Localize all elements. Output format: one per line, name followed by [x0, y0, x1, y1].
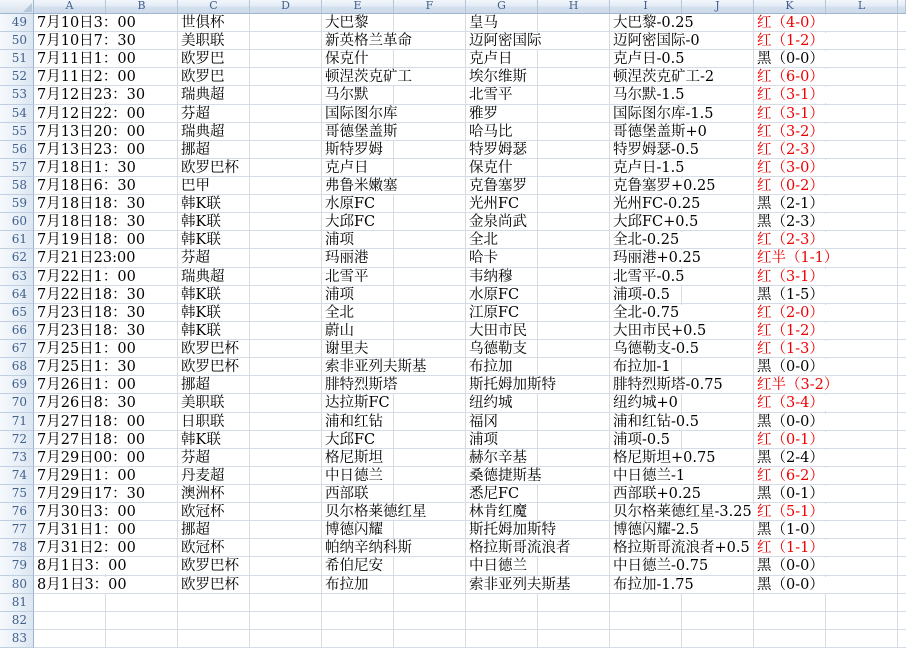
row-header[interactable]: 79: [0, 557, 34, 575]
cell-date[interactable]: 7月11日2：00: [35, 69, 139, 85]
cell-date[interactable]: 7月26日8：30: [35, 395, 139, 411]
cell-result[interactable]: 红（1-1）: [755, 540, 827, 556]
row-header[interactable]: 59: [0, 195, 34, 213]
column-header-C[interactable]: C: [178, 0, 250, 14]
cell-result[interactable]: 红（1-2）: [755, 323, 827, 339]
row-header[interactable]: 68: [0, 358, 34, 376]
cell-away-team[interactable]: 水原FC: [467, 287, 522, 303]
cell-date[interactable]: 7月26日1：00: [35, 377, 139, 393]
cell-home-team[interactable]: 保克什: [323, 51, 372, 67]
cell-league[interactable]: 芬超: [179, 106, 213, 122]
cell-result[interactable]: 红（2-0）: [755, 305, 827, 321]
row-header[interactable]: 58: [0, 177, 34, 195]
cell-away-team[interactable]: 乌德勒支: [467, 341, 530, 357]
cell-handicap-pick[interactable]: 乌德勒支-0.5: [611, 341, 702, 357]
gridline-horizontal: [34, 303, 906, 304]
cell-away-team[interactable]: 光州FC: [467, 196, 522, 212]
cell-away-team[interactable]: 林肯红魔: [467, 504, 530, 520]
column-header-L[interactable]: L: [826, 0, 898, 14]
cell-date[interactable]: 7月31日2：00: [35, 540, 139, 556]
row-header[interactable]: 72: [0, 431, 34, 449]
cell-handicap-pick[interactable]: 玛丽港+0.25: [611, 250, 704, 266]
cell-home-team[interactable]: 浦项: [323, 287, 357, 303]
cell-date[interactable]: 7月29日1：00: [35, 468, 139, 484]
gridline-vertical: [177, 14, 178, 648]
column-header-D[interactable]: D: [250, 0, 322, 14]
cell-result[interactable]: 红（4-0）: [755, 15, 827, 31]
cell-result[interactable]: 红（1-2）: [755, 33, 827, 49]
cell-away-team[interactable]: 桑德捷斯基: [467, 468, 545, 484]
cell-handicap-pick[interactable]: 大巴黎-0.25: [611, 15, 697, 31]
gridline-horizontal: [34, 267, 906, 268]
gridline-horizontal: [34, 611, 906, 612]
row-header[interactable]: 82: [0, 612, 34, 630]
cell-league[interactable]: 瑞典超: [179, 269, 228, 285]
cell-date[interactable]: 7月29日00：00: [35, 450, 148, 466]
row-header[interactable]: 63: [0, 268, 34, 286]
cell-handicap-pick[interactable]: 大田市民+0.5: [611, 323, 709, 339]
cell-away-team[interactable]: 纽约城: [467, 395, 516, 411]
cell-date[interactable]: 7月25日1：30: [35, 359, 139, 375]
cell-result[interactable]: 红（3-1）: [755, 106, 827, 122]
gridline-horizontal: [34, 321, 906, 322]
cell-home-team[interactable]: 贝尔格莱德红星: [323, 504, 430, 520]
cell-league[interactable]: 欧冠杯: [179, 540, 228, 556]
cell-home-team[interactable]: 水原FC: [323, 196, 378, 212]
row-header[interactable]: 80: [0, 576, 34, 594]
cell-handicap-pick[interactable]: 贝尔格莱德红星-3.25: [611, 504, 755, 520]
cell-date[interactable]: 7月12日22：00: [35, 106, 148, 122]
cell-date[interactable]: 7月10日3：00: [35, 15, 139, 31]
cell-result[interactable]: 红（0-1）: [755, 432, 827, 448]
cell-home-team[interactable]: 浦项: [323, 232, 357, 248]
cell-handicap-pick[interactable]: 中日德兰-0.75: [611, 558, 711, 574]
column-header-K[interactable]: K: [754, 0, 826, 14]
cell-away-team[interactable]: 埃尔维斯: [467, 69, 530, 85]
cell-league[interactable]: 澳洲杯: [179, 486, 228, 502]
row-header[interactable]: 51: [0, 50, 34, 68]
cell-result[interactable]: 黑（0-0）: [755, 51, 827, 67]
cell-handicap-pick[interactable]: 布拉加-1.75: [611, 577, 697, 593]
column-header-A[interactable]: A: [34, 0, 106, 14]
cell-league[interactable]: 欧罗巴杯: [179, 160, 242, 176]
row-header[interactable]: 77: [0, 521, 34, 539]
gridline-vertical: [609, 14, 610, 648]
cell-league[interactable]: 韩K联: [179, 305, 224, 321]
cell-away-team[interactable]: 北雪平: [467, 87, 516, 103]
cell-home-team[interactable]: 腓特烈斯塔: [323, 377, 401, 393]
cell-result[interactable]: 黑（0-0）: [755, 359, 827, 375]
cell-league[interactable]: 挪超: [179, 522, 213, 538]
cell-away-team[interactable]: 金泉尚武: [467, 214, 530, 230]
cell-league[interactable]: 瑞典超: [179, 87, 228, 103]
cell-league[interactable]: 韩K联: [179, 196, 224, 212]
gridline-vertical: [897, 14, 898, 648]
cell-league[interactable]: 欧罗巴杯: [179, 359, 242, 375]
cell-date[interactable]: 8月1日3：00: [35, 577, 130, 593]
cell-date[interactable]: 7月18日6：30: [35, 178, 139, 194]
cell-away-team[interactable]: 特罗姆瑟: [467, 142, 530, 158]
cell-league[interactable]: 韩K联: [179, 432, 224, 448]
cell-home-team[interactable]: 希伯尼安: [323, 558, 386, 574]
cell-handicap-pick[interactable]: 特罗姆瑟-0.5: [611, 142, 702, 158]
gridline-vertical: [321, 14, 322, 648]
gridline-horizontal: [34, 629, 906, 630]
cell-away-team[interactable]: 雅罗: [467, 106, 501, 122]
cell-date[interactable]: 7月27日18：00: [35, 414, 148, 430]
cell-handicap-pick[interactable]: 布拉加-1: [611, 359, 674, 375]
cell-league[interactable]: 日职联: [179, 414, 228, 430]
cell-handicap-pick[interactable]: 博德闪耀-2.5: [611, 522, 702, 538]
cell-date[interactable]: 7月19日18：00: [35, 232, 148, 248]
cell-home-team[interactable]: 大邱FC: [323, 214, 378, 230]
cell-result[interactable]: 黑（2-3）: [755, 214, 827, 230]
gridline-horizontal: [34, 502, 906, 503]
row-header[interactable]: 76: [0, 503, 34, 521]
cell-date[interactable]: 7月13日23：00: [35, 142, 148, 158]
cell-away-team[interactable]: 斯托姆加斯特: [467, 522, 559, 538]
cell-handicap-pick[interactable]: 克卢日-1.5: [611, 160, 687, 176]
cell-home-team[interactable]: 新英格兰革命: [323, 33, 415, 49]
row-header[interactable]: 66: [0, 322, 34, 340]
cell-date[interactable]: 7月23日18：30: [35, 323, 148, 339]
cell-home-team[interactable]: 中日德兰: [323, 468, 386, 484]
cell-away-team[interactable]: 布拉加: [467, 359, 516, 375]
cell-handicap-pick[interactable]: 迈阿密国际-0: [611, 33, 703, 49]
cell-away-team[interactable]: 哈马比: [467, 124, 516, 140]
cell-result[interactable]: 红（0-2）: [755, 178, 827, 194]
cell-date[interactable]: 8月1日3：00: [35, 558, 130, 574]
cell-home-team[interactable]: 蔚山: [323, 323, 357, 339]
row-header[interactable]: 81: [0, 594, 34, 612]
cell-league[interactable]: 芬超: [179, 250, 213, 266]
cell-away-team[interactable]: 斯托姆加斯特: [467, 377, 559, 393]
cell-home-team[interactable]: 全北: [323, 305, 357, 321]
cell-away-team[interactable]: 浦项: [467, 432, 501, 448]
cell-home-team[interactable]: 顿涅茨克矿工: [323, 69, 415, 85]
cell-league[interactable]: 韩K联: [179, 323, 224, 339]
row-header[interactable]: 74: [0, 467, 34, 485]
cell-handicap-pick[interactable]: 腓特烈斯塔-0.75: [611, 377, 726, 393]
cell-handicap-pick[interactable]: 国际图尔库-1.5: [611, 106, 716, 122]
cell-handicap-pick[interactable]: 浦和红钻-0.5: [611, 414, 702, 430]
gridline-horizontal: [34, 484, 906, 485]
cell-result[interactable]: 黑（1-5）: [755, 287, 827, 303]
cell-league[interactable]: 世俱杯: [179, 15, 228, 31]
gridline-horizontal: [34, 448, 906, 449]
cell-date[interactable]: 7月13日20：00: [35, 124, 148, 140]
cell-away-team[interactable]: 中日德兰: [467, 558, 530, 574]
row-header[interactable]: 64: [0, 286, 34, 304]
cell-result[interactable]: 黑（2-4）: [755, 450, 827, 466]
gridline-vertical: [249, 14, 250, 648]
cell-handicap-pick[interactable]: 顿涅茨克矿工-2: [611, 69, 717, 85]
cell-away-team[interactable]: 江原FC: [467, 305, 522, 321]
gridline-horizontal: [34, 194, 906, 195]
gridline-horizontal: [34, 176, 906, 177]
column-header-B[interactable]: B: [106, 0, 178, 14]
cell-handicap-pick[interactable]: 马尔默-1.5: [611, 87, 687, 103]
cell-date[interactable]: 7月30日3：00: [35, 504, 139, 520]
cell-home-team[interactable]: 北雪平: [323, 269, 372, 285]
cell-league[interactable]: 巴甲: [179, 178, 213, 194]
cell-date[interactable]: 7月31日1：00: [35, 522, 139, 538]
cell-handicap-pick[interactable]: 北雪平-0.5: [611, 269, 687, 285]
cell-handicap-pick[interactable]: 浦项-0.5: [611, 287, 673, 303]
cell-handicap-pick[interactable]: 全北-0.75: [611, 305, 682, 321]
cell-home-team[interactable]: 帕纳辛纳科斯: [323, 540, 415, 556]
cell-home-team[interactable]: 布拉加: [323, 577, 372, 593]
cell-date[interactable]: 7月22日18：30: [35, 287, 148, 303]
column-header-H[interactable]: H: [538, 0, 610, 14]
gridline-horizontal: [34, 158, 906, 159]
cell-date[interactable]: 7月25日1：00: [35, 341, 139, 357]
gridline-horizontal: [34, 466, 906, 467]
cell-league[interactable]: 韩K联: [179, 232, 224, 248]
cell-handicap-pick[interactable]: 西部联+0.25: [611, 486, 704, 502]
cell-home-team[interactable]: 西部联: [323, 486, 372, 502]
cell-result[interactable]: 黑（0-0）: [755, 558, 827, 574]
cell-away-team[interactable]: 格拉斯哥流浪者: [467, 540, 574, 556]
cell-away-team[interactable]: 保克什: [467, 160, 516, 176]
cell-result[interactable]: 红（1-3）: [755, 341, 827, 357]
cell-handicap-pick[interactable]: 纽约城+0: [611, 395, 681, 411]
cell-home-team[interactable]: 格尼斯坦: [323, 450, 386, 466]
cell-away-team[interactable]: 大田市民: [467, 323, 530, 339]
cell-away-team[interactable]: 索非亚列夫斯基: [467, 577, 574, 593]
cell-result[interactable]: 红（2-3）: [755, 232, 827, 248]
cell-result[interactable]: 红半（3-2）: [755, 377, 841, 393]
cell-away-team[interactable]: 福冈: [467, 414, 501, 430]
column-header-E[interactable]: E: [322, 0, 394, 14]
cell-league[interactable]: 欧罗巴杯: [179, 341, 242, 357]
row-header[interactable]: 69: [0, 376, 34, 394]
row-header[interactable]: 52: [0, 68, 34, 86]
column-header-sliver: [898, 0, 906, 14]
cell-result[interactable]: 红半（1-1）: [755, 250, 841, 266]
cell-away-team[interactable]: 皇马: [467, 15, 501, 31]
column-header-G[interactable]: G: [466, 0, 538, 14]
gridline-horizontal: [34, 140, 906, 141]
cell-away-team[interactable]: 韦纳穆: [467, 269, 516, 285]
row-header[interactable]: 75: [0, 485, 34, 503]
cell-away-team[interactable]: 迈阿密国际: [467, 33, 545, 49]
cell-league[interactable]: 挪超: [179, 142, 213, 158]
row-header[interactable]: 62: [0, 249, 34, 267]
cell-date[interactable]: 7月10日7：30: [35, 33, 139, 49]
cell-home-team[interactable]: 博德闪耀: [323, 522, 386, 538]
cell-home-team[interactable]: 斯特罗姆: [323, 142, 386, 158]
gridline-horizontal: [34, 357, 906, 358]
gridline-horizontal: [34, 430, 906, 431]
row-header[interactable]: 53: [0, 86, 34, 104]
gridline-vertical: [465, 14, 466, 648]
cell-date[interactable]: 7月18日18：30: [35, 196, 148, 212]
cell-league[interactable]: 挪超: [179, 377, 213, 393]
cell-handicap-pick[interactable]: 全北-0.25: [611, 232, 682, 248]
cell-league[interactable]: 欧罗巴: [179, 51, 228, 67]
row-header[interactable]: 73: [0, 449, 34, 467]
cell-away-team[interactable]: 克卢日: [467, 51, 516, 67]
cell-date[interactable]: 7月12日23：30: [35, 87, 148, 103]
cell-home-team[interactable]: 大邱FC: [323, 432, 378, 448]
cell-away-team[interactable]: 悉尼FC: [467, 486, 522, 502]
cell-league[interactable]: 欧罗巴杯: [179, 577, 242, 593]
cell-date[interactable]: 7月27日18：00: [35, 432, 148, 448]
cell-league[interactable]: 欧罗巴杯: [179, 558, 242, 574]
cell-handicap-pick[interactable]: 克鲁塞罗+0.25: [611, 178, 718, 194]
cell-result[interactable]: 红（3-1）: [755, 269, 827, 285]
cell-league[interactable]: 瑞典超: [179, 124, 228, 140]
cell-handicap-pick[interactable]: 大邱FC+0.5: [611, 214, 701, 230]
gridline-horizontal: [34, 593, 906, 594]
row-header[interactable]: 57: [0, 159, 34, 177]
cell-handicap-pick[interactable]: 格拉斯哥流浪者+0.5: [611, 540, 753, 556]
gridline-horizontal: [34, 122, 906, 123]
cell-date[interactable]: 7月18日18：30: [35, 214, 148, 230]
gridline-horizontal: [34, 339, 906, 340]
row-header[interactable]: 54: [0, 105, 34, 123]
cell-result[interactable]: 红（3-4）: [755, 395, 827, 411]
row-header[interactable]: 50: [0, 32, 34, 50]
cell-result[interactable]: 黑（0-1）: [755, 486, 827, 502]
cell-date[interactable]: 7月11日1：00: [35, 51, 139, 67]
cell-date[interactable]: 7月22日1：00: [35, 269, 139, 285]
cell-away-team[interactable]: 哈卡: [467, 250, 501, 266]
cell-league[interactable]: 韩K联: [179, 287, 224, 303]
cell-result[interactable]: 红（6-0）: [755, 69, 827, 85]
cell-league[interactable]: 欧罗巴: [179, 69, 228, 85]
gridline-horizontal: [34, 31, 906, 32]
row-header[interactable]: 67: [0, 340, 34, 358]
cell-home-team[interactable]: 玛丽港: [323, 250, 372, 266]
row-header[interactable]: 78: [0, 539, 34, 557]
cell-result[interactable]: 黑（0-0）: [755, 414, 827, 430]
cell-handicap-pick[interactable]: 格尼斯坦+0.75: [611, 450, 718, 466]
cell-result[interactable]: 红（5-1）: [755, 504, 827, 520]
gridline-horizontal: [34, 575, 906, 576]
row-header[interactable]: 83: [0, 630, 34, 648]
gridline-horizontal: [34, 285, 906, 286]
row-header[interactable]: 55: [0, 123, 34, 141]
cell-date[interactable]: 7月23日18：30: [35, 305, 148, 321]
cell-result[interactable]: 红（6-2）: [755, 468, 827, 484]
cell-home-team[interactable]: 国际图尔库: [323, 106, 401, 122]
cell-result[interactable]: 红（3-2）: [755, 124, 827, 140]
gridline-vertical: [753, 14, 754, 648]
gridline-horizontal: [34, 104, 906, 105]
select-all-triangle-icon: [23, 3, 32, 12]
cell-home-team[interactable]: 浦和红钻: [323, 414, 386, 430]
cell-result[interactable]: 红（2-3）: [755, 142, 827, 158]
cell-away-team[interactable]: 全北: [467, 232, 501, 248]
cell-home-team[interactable]: 索非亚列夫斯基: [323, 359, 430, 375]
row-header[interactable]: 65: [0, 304, 34, 322]
cell-date[interactable]: 7月29日17：30: [35, 486, 148, 502]
cell-handicap-pick[interactable]: 克卢日-0.5: [611, 51, 687, 67]
cell-league[interactable]: 美职联: [179, 33, 228, 49]
column-header-J[interactable]: J: [682, 0, 754, 14]
cell-result[interactable]: 红（3-0）: [755, 160, 827, 176]
column-header-F[interactable]: F: [394, 0, 466, 14]
cell-date[interactable]: 7月21日23:00: [35, 250, 138, 266]
cell-handicap-pick[interactable]: 浦项-0.5: [611, 432, 673, 448]
cell-handicap-pick[interactable]: 哥德堡盖斯+0: [611, 124, 710, 140]
cell-league[interactable]: 芬超: [179, 450, 213, 466]
cell-result[interactable]: 黑（0-0）: [755, 577, 827, 593]
row-header[interactable]: 56: [0, 141, 34, 159]
cell-league[interactable]: 美职联: [179, 395, 228, 411]
cell-home-team[interactable]: 大巴黎: [323, 15, 372, 31]
cell-home-team[interactable]: 哥德堡盖斯: [323, 124, 401, 140]
cell-home-team[interactable]: 马尔默: [323, 87, 372, 103]
select-all-button[interactable]: [0, 0, 34, 14]
row-header[interactable]: 71: [0, 413, 34, 431]
cell-league[interactable]: 欧冠杯: [179, 504, 228, 520]
cell-home-team[interactable]: 弗鲁米嫩塞: [323, 178, 401, 194]
cell-away-team[interactable]: 克鲁塞罗: [467, 178, 530, 194]
row-header[interactable]: 61: [0, 231, 34, 249]
cell-league[interactable]: 丹麦超: [179, 468, 228, 484]
cell-league[interactable]: 韩K联: [179, 214, 224, 230]
column-header-I[interactable]: I: [610, 0, 682, 14]
cell-away-team[interactable]: 赫尔辛基: [467, 450, 530, 466]
cell-handicap-pick[interactable]: 中日德兰-1: [611, 468, 688, 484]
row-header[interactable]: 70: [0, 394, 34, 412]
row-header[interactable]: 60: [0, 213, 34, 231]
cell-date[interactable]: 7月18日1：30: [35, 160, 139, 176]
cell-home-team[interactable]: 谢里夫: [323, 341, 372, 357]
cell-home-team[interactable]: 达拉斯FC: [323, 395, 393, 411]
cell-handicap-pick[interactable]: 光州FC-0.25: [611, 196, 703, 212]
row-header[interactable]: 49: [0, 14, 34, 32]
cell-result[interactable]: 黑（1-0）: [755, 522, 827, 538]
cell-result[interactable]: 黑（2-1）: [755, 196, 827, 212]
gridline-horizontal: [34, 412, 906, 413]
cell-result[interactable]: 红（3-1）: [755, 87, 827, 103]
cell-home-team[interactable]: 克卢日: [323, 160, 372, 176]
